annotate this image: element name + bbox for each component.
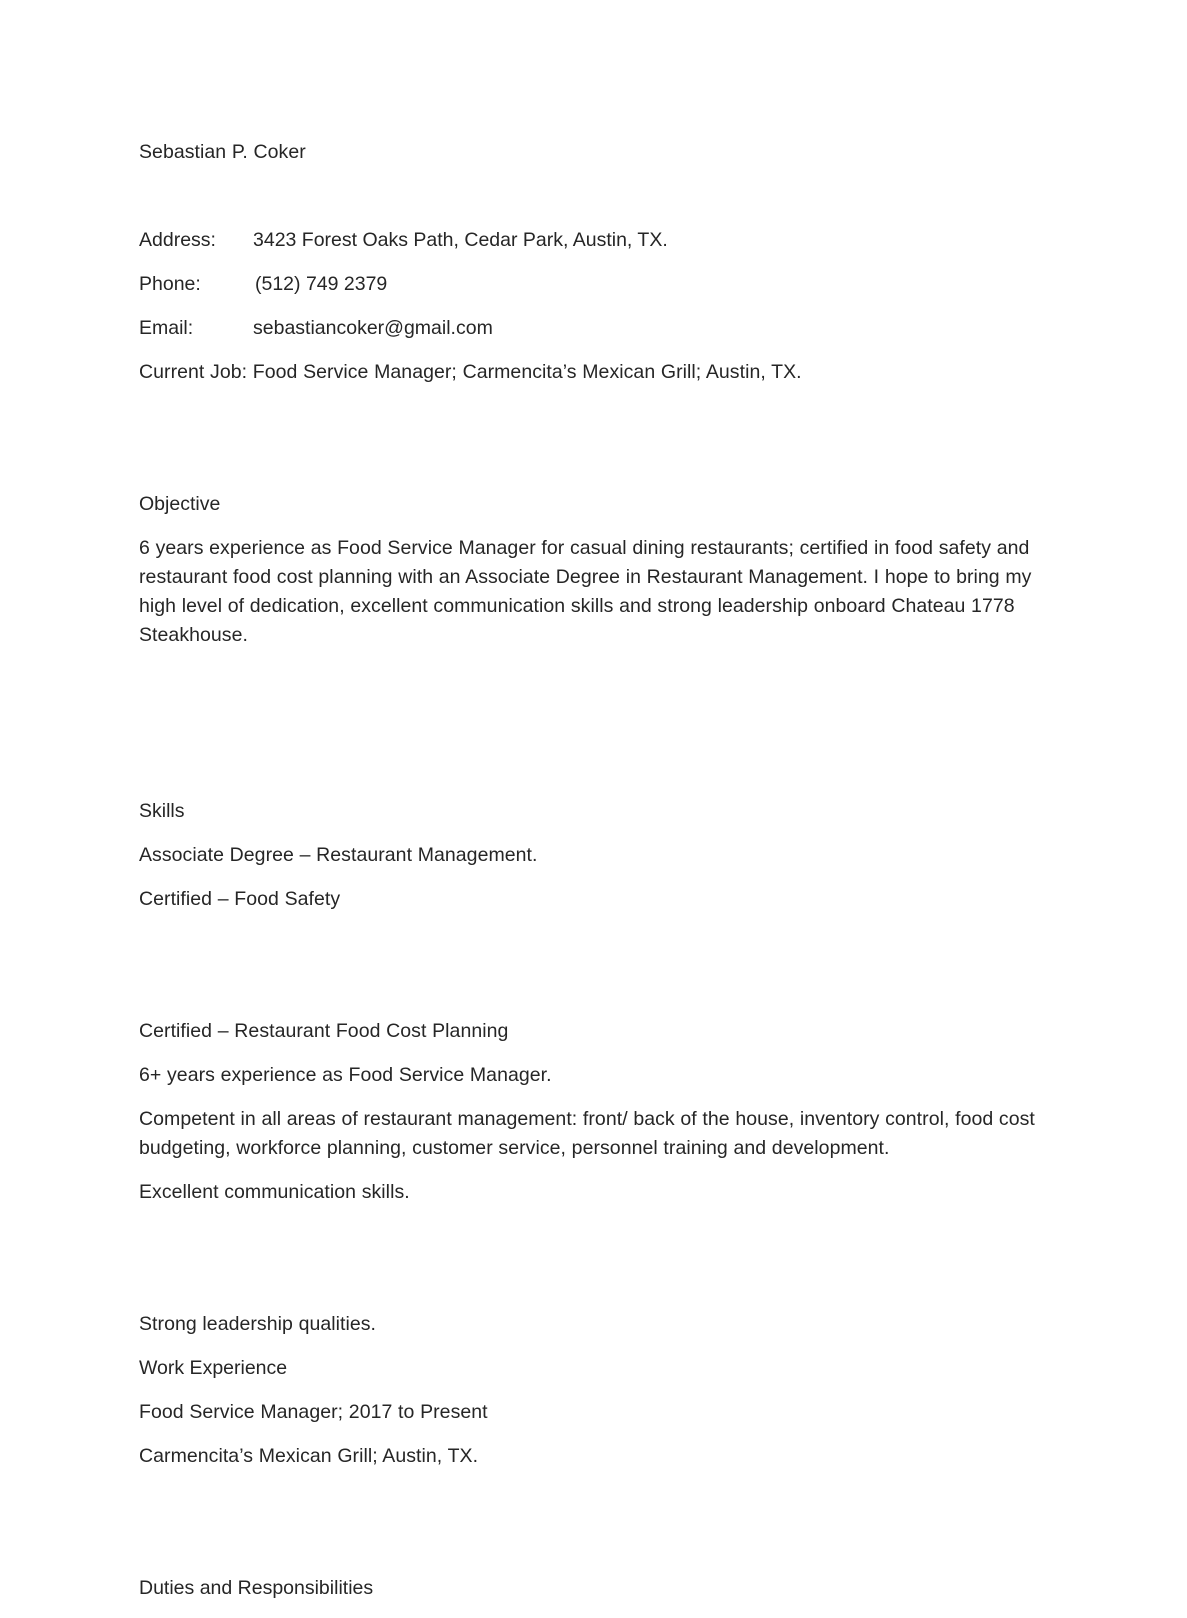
document-body — [139, 138, 1051, 1618]
spacer-after-name — [139, 182, 1051, 226]
spacer-before-duties — [139, 1486, 1051, 1574]
skill-item-leadership: Strong leadership qualities. — [139, 1313, 377, 1335]
work-experience-position: Food Service Manager; 2017 to Present — [139, 1401, 488, 1423]
contact-label-phone: Phone: — [139, 273, 201, 295]
contact-row-phone — [139, 270, 1051, 299]
skill-item-certified-food-safety: Certified – Food Safety — [139, 888, 341, 910]
spacer-before-skills — [139, 665, 1051, 797]
work-experience-heading: Work Experience — [139, 1357, 288, 1379]
skill-item-competent-areas: Competent in all areas of restaurant management: front/ back of the house, inventory control, food cost budgeting, workforce planning, customer service, personnel training and development. — [139, 1108, 1035, 1159]
skill-item-years-experience: 6+ years experience as Food Service Manager. — [139, 1064, 552, 1086]
skill-item-communication: Excellent communication skills. — [139, 1181, 410, 1203]
contact-row-email — [139, 314, 1051, 343]
contact-value-phone: (512) 749 2379 — [255, 273, 388, 295]
applicant-name: Sebastian P. Coker — [139, 141, 306, 163]
contact-row-address — [139, 226, 1051, 255]
duties-heading: Duties and Responsibilities — [139, 1577, 374, 1599]
contact-value-email: sebastiancoker@gmail.com — [253, 317, 493, 339]
objective-text: 6 years experience as Food Service Manager for casual dining restaurants; certified in food safety and restaurant food cost planning with an Associate Degree in Restaurant Management. I hope to bring my high level of dedication, excellent communication skills and strong leadership onboard Chateau 1778 Steakhouse. — [139, 537, 1032, 646]
spacer-within-skills — [139, 929, 1051, 1017]
contact-value-address: 3423 Forest Oaks Path, Cedar Park, Austin, TX. — [253, 229, 668, 251]
work-experience-employer: Carmencita’s Mexican Grill; Austin, TX. — [139, 1445, 479, 1467]
skills-heading: Skills — [139, 800, 185, 822]
skill-item-associate-degree: Associate Degree – Restaurant Management. — [139, 844, 538, 866]
objective-heading: Objective — [139, 493, 221, 515]
spacer-before-leadership — [139, 1222, 1051, 1310]
current-job-line: Current Job: Food Service Manager; Carmencita’s Mexican Grill; Austin, TX. — [139, 361, 802, 383]
contact-label-address: Address: — [139, 229, 216, 251]
contact-label-email: Email: — [139, 317, 194, 339]
skill-item-certified-food-cost-planning: Certified – Restaurant Food Cost Planning — [139, 1020, 509, 1042]
spacer-before-objective — [139, 402, 1051, 490]
